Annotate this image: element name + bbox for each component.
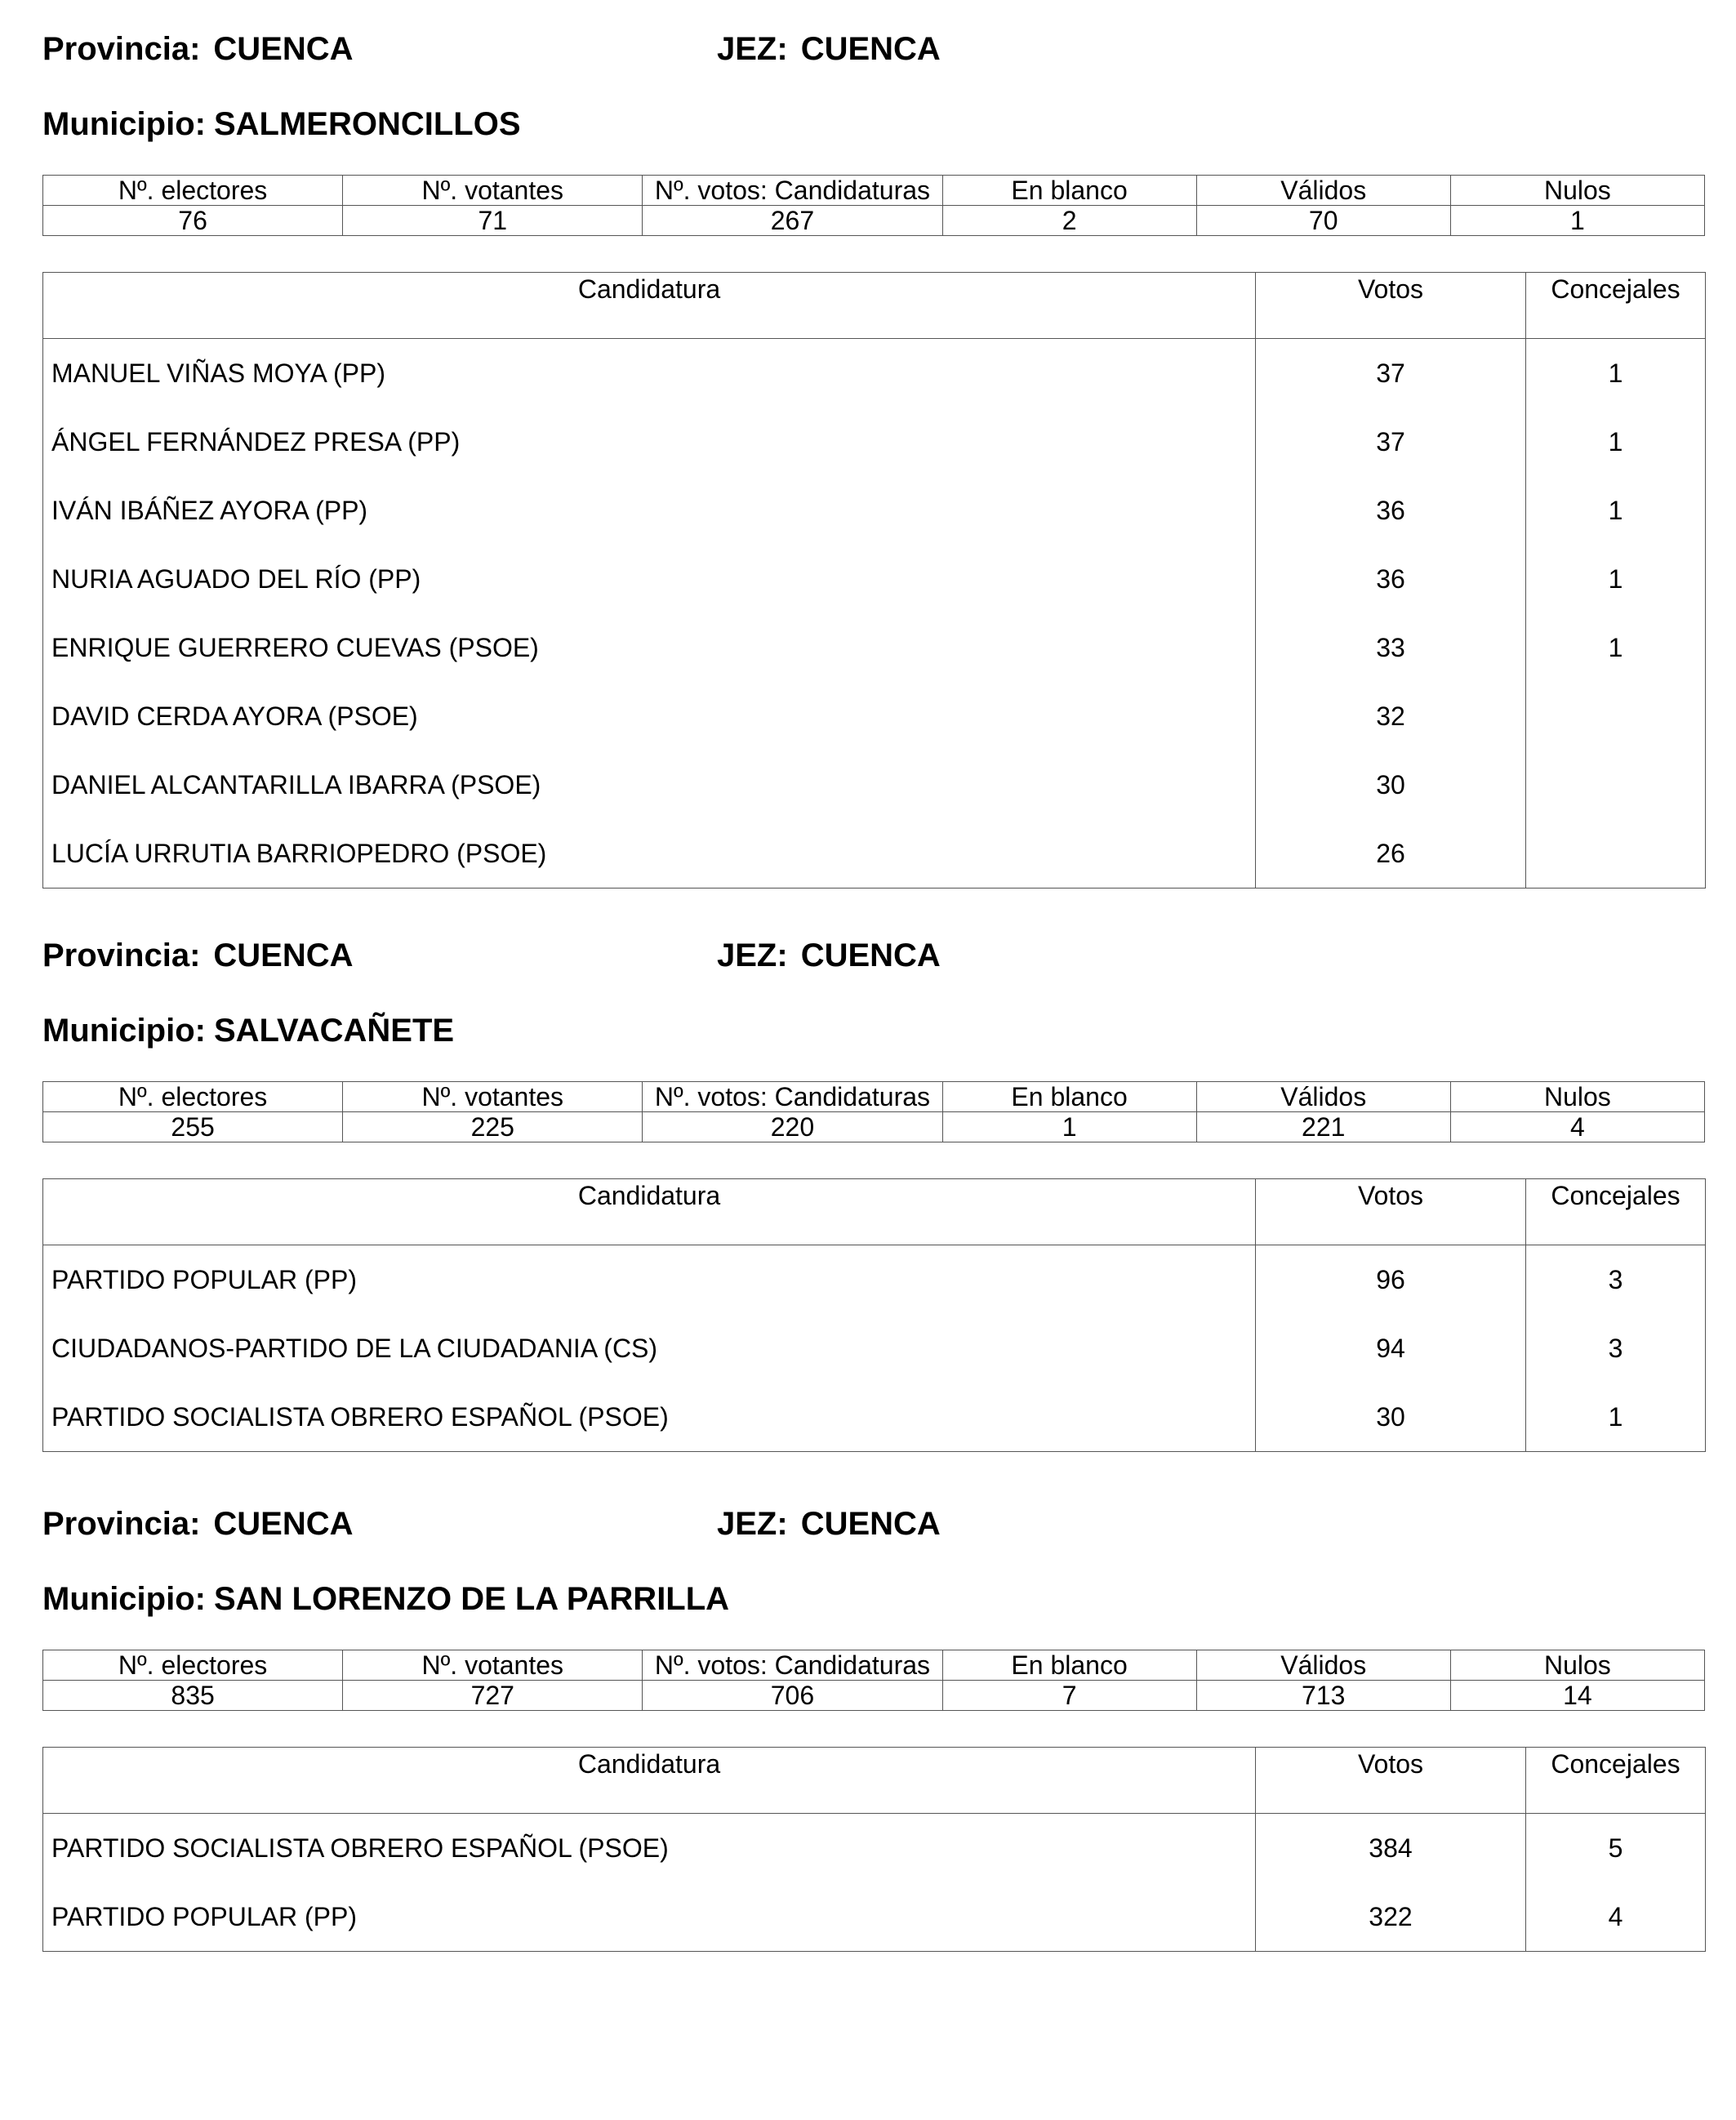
candidate-votes: 36 [1256, 476, 1526, 545]
provincia-heading [42, 1499, 354, 1548]
section-header [42, 931, 1705, 980]
concejales-header: Concejales [1526, 1748, 1706, 1814]
stats-header-cell: Nº. votos: Candidaturas [643, 1650, 942, 1681]
candidate-row [43, 750, 1706, 819]
stats-table [42, 1650, 1705, 1711]
stats-header-cell: Nº. electores [43, 1082, 343, 1112]
votos-header: Votos [1256, 1748, 1526, 1814]
candidate-name: NURIA AGUADO DEL RÍO (PP) [43, 545, 1256, 613]
candidate-votes: 37 [1256, 408, 1526, 476]
candidate-concejales [1526, 819, 1706, 889]
candidate-concejales: 1 [1526, 1383, 1706, 1452]
candidate-row [43, 545, 1706, 613]
candidate-votes: 37 [1256, 339, 1526, 408]
stats-header-cell: Nº. electores [43, 1650, 343, 1681]
municipio-label: Municipio: [42, 106, 206, 142]
concejales-header: Concejales [1526, 1179, 1706, 1245]
stats-value-cell: 7 [942, 1681, 1196, 1711]
candidate-name: PARTIDO POPULAR (PP) [43, 1245, 1256, 1315]
provincia-label: Provincia: [42, 1506, 201, 1542]
candidate-votes: 32 [1256, 682, 1526, 750]
stats-value-row [43, 1681, 1705, 1711]
candidates-table [42, 1178, 1706, 1452]
candidate-row [43, 1314, 1706, 1383]
candidate-concejales: 1 [1526, 545, 1706, 613]
stats-header-cell: En blanco [942, 176, 1196, 206]
stats-header-cell: Nº. electores [43, 176, 343, 206]
jez-value: CUENCA [800, 1506, 941, 1542]
candidatura-header: Candidatura [43, 1748, 1256, 1814]
municipio-label: Municipio: [42, 1013, 206, 1049]
jez-heading [717, 24, 941, 73]
stats-value-cell: 225 [343, 1112, 643, 1142]
stats-value-cell: 71 [343, 206, 643, 236]
stats-value-cell: 713 [1196, 1681, 1450, 1711]
candidate-row [43, 1383, 1706, 1452]
stats-value-cell: 14 [1450, 1681, 1704, 1711]
stats-header-cell: Válidos [1196, 176, 1450, 206]
candidate-votes: 94 [1256, 1314, 1526, 1383]
stats-value-cell: 70 [1196, 206, 1450, 236]
stats-header-row [43, 1650, 1705, 1681]
stats-header-cell: Nulos [1450, 176, 1704, 206]
provincia-value: CUENCA [213, 1506, 354, 1542]
municipio-value: SAN LORENZO DE LA PARRILLA [213, 1581, 730, 1617]
candidate-concejales: 1 [1526, 476, 1706, 545]
candidates-table [42, 272, 1706, 889]
jez-heading [717, 1499, 941, 1548]
stats-header-cell: Nº. votos: Candidaturas [643, 1082, 942, 1112]
candidate-concejales [1526, 750, 1706, 819]
candidate-name: PARTIDO SOCIALISTA OBRERO ESPAÑOL (PSOE) [43, 1383, 1256, 1452]
candidate-votes: 96 [1256, 1245, 1526, 1315]
stats-header-cell: Nº. votantes [343, 176, 643, 206]
stats-value-cell: 1 [1450, 206, 1704, 236]
candidate-votes: 384 [1256, 1814, 1526, 1883]
stats-table [42, 1081, 1705, 1142]
candidate-name: PARTIDO SOCIALISTA OBRERO ESPAÑOL (PSOE) [43, 1814, 1256, 1883]
stats-value-row [43, 206, 1705, 236]
stats-value-cell: 2 [942, 206, 1196, 236]
candidate-name: DANIEL ALCANTARILLA IBARRA (PSOE) [43, 750, 1256, 819]
candidate-votes: 30 [1256, 750, 1526, 819]
candidate-row [43, 1814, 1706, 1883]
candidate-row [43, 682, 1706, 750]
stats-header-cell: En blanco [942, 1082, 1196, 1112]
candidate-name: PARTIDO POPULAR (PP) [43, 1882, 1256, 1952]
jez-label: JEZ: [717, 1506, 788, 1542]
candidate-name: MANUEL VIÑAS MOYA (PP) [43, 339, 1256, 408]
stats-header-cell: Válidos [1196, 1650, 1450, 1681]
candidate-concejales: 5 [1526, 1814, 1706, 1883]
candidate-row [43, 1882, 1706, 1952]
candidate-concejales: 1 [1526, 408, 1706, 476]
candidatura-header: Candidatura [43, 1179, 1256, 1245]
candidate-concejales: 3 [1526, 1314, 1706, 1383]
stats-header-cell: En blanco [942, 1650, 1196, 1681]
stats-header-cell: Válidos [1196, 1082, 1450, 1112]
stats-header-cell: Nº. votantes [343, 1650, 643, 1681]
stats-header-cell: Nulos [1450, 1082, 1704, 1112]
candidate-votes: 36 [1256, 545, 1526, 613]
municipio-label: Municipio: [42, 1581, 206, 1617]
stats-value-cell: 220 [643, 1112, 942, 1142]
candidate-row [43, 476, 1706, 545]
candidate-name: ENRIQUE GUERRERO CUEVAS (PSOE) [43, 613, 1256, 682]
municipio-value: SALVACAÑETE [213, 1013, 455, 1049]
candidate-concejales: 4 [1526, 1882, 1706, 1952]
stats-value-cell: 255 [43, 1112, 343, 1142]
stats-value-cell: 1 [942, 1112, 1196, 1142]
candidate-row [43, 339, 1706, 408]
candidates-table [42, 1747, 1706, 1952]
stats-value-cell: 76 [43, 206, 343, 236]
provincia-heading [42, 931, 354, 980]
section-header [42, 24, 1705, 73]
municipio-section [42, 1499, 1705, 1952]
candidate-concejales: 3 [1526, 1245, 1706, 1315]
stats-header-row [43, 176, 1705, 206]
candidatura-header: Candidatura [43, 273, 1256, 339]
candidate-row [43, 819, 1706, 889]
stats-value-cell: 727 [343, 1681, 643, 1711]
candidate-concejales: 1 [1526, 613, 1706, 682]
candidate-votes: 26 [1256, 819, 1526, 889]
stats-header-cell: Nº. votos: Candidaturas [643, 176, 942, 206]
stats-header-cell: Nº. votantes [343, 1082, 643, 1112]
candidate-row [43, 1245, 1706, 1315]
jez-value: CUENCA [800, 938, 941, 973]
candidates-header-row [43, 273, 1706, 339]
municipio-heading [42, 100, 521, 149]
candidates-header-row [43, 1748, 1706, 1814]
stats-header-row [43, 1082, 1705, 1112]
candidate-concejales: 1 [1526, 339, 1706, 408]
stats-table [42, 175, 1705, 236]
provincia-value: CUENCA [213, 938, 354, 973]
votos-header: Votos [1256, 273, 1526, 339]
stats-value-row [43, 1112, 1705, 1142]
jez-label: JEZ: [717, 938, 788, 973]
stats-value-cell: 835 [43, 1681, 343, 1711]
candidate-name: DAVID CERDA AYORA (PSOE) [43, 682, 1256, 750]
candidate-row [43, 408, 1706, 476]
municipio-heading [42, 1006, 454, 1055]
candidate-row [43, 613, 1706, 682]
municipio-section [42, 931, 1705, 1452]
jez-heading [717, 931, 941, 980]
stats-value-cell: 221 [1196, 1112, 1450, 1142]
jez-label: JEZ: [717, 31, 788, 67]
municipio-section [42, 24, 1705, 889]
concejales-header: Concejales [1526, 273, 1706, 339]
stats-value-cell: 706 [643, 1681, 942, 1711]
candidate-votes: 322 [1256, 1882, 1526, 1952]
municipio-value: SALMERONCILLOS [213, 106, 521, 142]
stats-value-cell: 267 [643, 206, 942, 236]
candidates-header-row [43, 1179, 1706, 1245]
stats-header-cell: Nulos [1450, 1650, 1704, 1681]
stats-value-cell: 4 [1450, 1112, 1704, 1142]
provincia-label: Provincia: [42, 938, 201, 973]
votos-header: Votos [1256, 1179, 1526, 1245]
candidate-name: IVÁN IBÁÑEZ AYORA (PP) [43, 476, 1256, 545]
section-header [42, 1499, 1705, 1548]
jez-value: CUENCA [800, 31, 941, 67]
municipio-heading [42, 1574, 729, 1623]
candidate-name: LUCÍA URRUTIA BARRIOPEDRO (PSOE) [43, 819, 1256, 889]
candidate-name: CIUDADANOS-PARTIDO DE LA CIUDADANIA (CS) [43, 1314, 1256, 1383]
provincia-value: CUENCA [213, 31, 354, 67]
candidate-votes: 33 [1256, 613, 1526, 682]
candidate-concejales [1526, 682, 1706, 750]
candidate-votes: 30 [1256, 1383, 1526, 1452]
provincia-heading [42, 24, 354, 73]
provincia-label: Provincia: [42, 31, 201, 67]
candidate-name: ÁNGEL FERNÁNDEZ PRESA (PP) [43, 408, 1256, 476]
